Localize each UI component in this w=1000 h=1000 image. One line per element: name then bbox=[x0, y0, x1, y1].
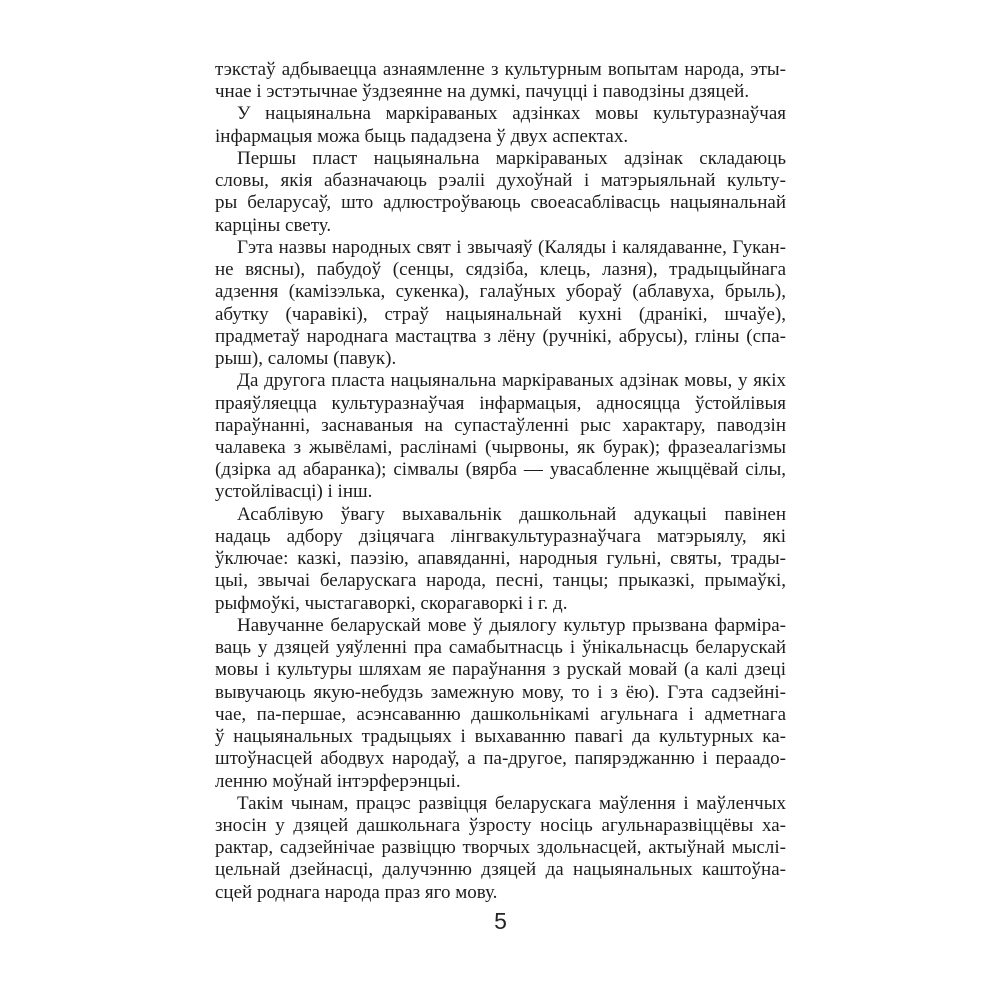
text-line: Першы пласт нацыянальна маркіраваных адзінак складаюць bbox=[237, 147, 786, 169]
text-line: ўключае: казкі, паэзію, апавяданні, народныя гульні, святы, трады- bbox=[215, 548, 786, 570]
text-line: абутку (чаравікі), страў нацыянальнай кухні (дранікі, шчаўе), bbox=[215, 303, 786, 325]
paragraph bbox=[215, 237, 786, 370]
text-line: прадметаў народнага мастацтва з лёну (ручнікі, абрусы), гліны (спа- bbox=[215, 325, 786, 347]
text-line: чалавека з жывёламі, раслінамі (чырвоны, як бурак); фразеалагізмы bbox=[215, 436, 786, 458]
text-line: адзення (камізэлька, сукенка), галаўных убораў (аблавуха, брыль), bbox=[215, 281, 786, 303]
page-text bbox=[215, 59, 786, 904]
text-line: надаць адбору дзіцячага лінгвакультуразнаўчага матэрыялу, які bbox=[215, 525, 786, 547]
text-line: (дзірка ад абаранка); сімвалы (вярба — увасабленне жыццёвай сілы, bbox=[215, 459, 786, 481]
text-line: мовы і культуры шляхам яе параўнання з рускай мовай (а калі дзеці bbox=[215, 659, 786, 681]
text-line: устойлівасці) і інш. bbox=[215, 481, 373, 503]
paragraph bbox=[215, 615, 786, 793]
text-line: ў нацыянальных традыцыях і выхаванню павагі да культурных ка- bbox=[215, 726, 786, 748]
text-line: рыфмоўкі, чыстагаворкі, скорагаворкі і г. д. bbox=[215, 592, 568, 614]
page-number: 5 bbox=[494, 908, 507, 934]
text-line: словы, якія абазначаюць рэаліі духоўнай і матэрыяльнай культу- bbox=[215, 170, 786, 192]
text-line: сцей роднага народа праз яго мову. bbox=[215, 881, 498, 903]
text-line: чае, па-першае, асэнсаванню дашкольнікамі агульнага і адметнага bbox=[215, 703, 786, 725]
text-line: Гэта назвы народных свят і звычаяў (Каляды і калядаванне, Гукан- bbox=[237, 236, 786, 258]
text-line: вывучаюць якую-небудзь замежную мову, то і з ёю). Гэта садзейні- bbox=[215, 681, 786, 703]
paragraph bbox=[215, 793, 786, 904]
text-line: рыш), саломы (павук). bbox=[215, 348, 397, 370]
text-line: інфармацыя можа быць пададзена ў двух аспектах. bbox=[215, 125, 629, 147]
text-line: праяўляецца культуразнаўчая інфармацыя, адносяцца ўстойлівыя bbox=[215, 392, 786, 414]
text-line: Да другога пласта нацыянальна маркіраваных адзінак мовы, у якіх bbox=[237, 370, 786, 392]
text-line: тэкстаў адбываецца азнаямленне з культурным вопытам народа, эты- bbox=[215, 59, 786, 80]
text-line: ваць у дзяцей уяўленні пра самабытнасць і ўнікальнасць беларускай bbox=[215, 637, 786, 659]
text-line: рактар, садзейнічае развіццю творчых здольнасцей, актыўнай мыслі- bbox=[215, 837, 786, 859]
paragraph bbox=[215, 370, 786, 503]
text-line: Такім чынам, працэс развіцця беларускага маўлення і маўленчых bbox=[237, 792, 786, 814]
text-line: цельнай дзейнасці, далучэнню дзяцей да нацыянальных каштоўна- bbox=[215, 859, 786, 881]
text-line: цыі, звычаі беларускага народа, песні, танцы; прыказкі, прымаўкі, bbox=[215, 570, 786, 592]
text-line: Навучанне беларускай мове ў дыялогу культур прызвана фарміра- bbox=[237, 614, 786, 636]
text-line: штоўнасцей абодвух народаў, а па-другое, папярэджанню і пераадо- bbox=[215, 748, 786, 770]
text-line: ры беларусаў, што адлюстроўваюць своеасаблівасць нацыянальнай bbox=[215, 192, 786, 214]
text-line: Асаблівую ўвагу выхавальнік дашкольнай адукацыі павінен bbox=[237, 503, 786, 525]
text-line: параўнанні, заснаваныя на супастаўленні рыс характару, паводзін bbox=[215, 414, 786, 436]
paragraph bbox=[215, 504, 786, 615]
text-line: У нацыянальна маркіраваных адзінках мовы культуразнаўчая bbox=[237, 103, 786, 125]
paragraph bbox=[215, 59, 786, 103]
text-line: не вясны), пабудоў (сенцы, сядзіба, клець, лазня), традыцыйнага bbox=[215, 259, 786, 281]
text-line: ленню моўнай інтэрферэнцыі. bbox=[215, 770, 461, 792]
paragraph bbox=[215, 103, 786, 147]
paragraph bbox=[215, 148, 786, 237]
text-line: карціны свету. bbox=[215, 214, 332, 236]
text-line: чнае і эстэтычнае ўздзеянне на думкі, пачуцці і паводзіны дзяцей. bbox=[215, 81, 750, 103]
text-line: зносін у дзяцей дашкольнага ўзросту носіць агульнаразвіццёвы ха- bbox=[215, 814, 786, 836]
